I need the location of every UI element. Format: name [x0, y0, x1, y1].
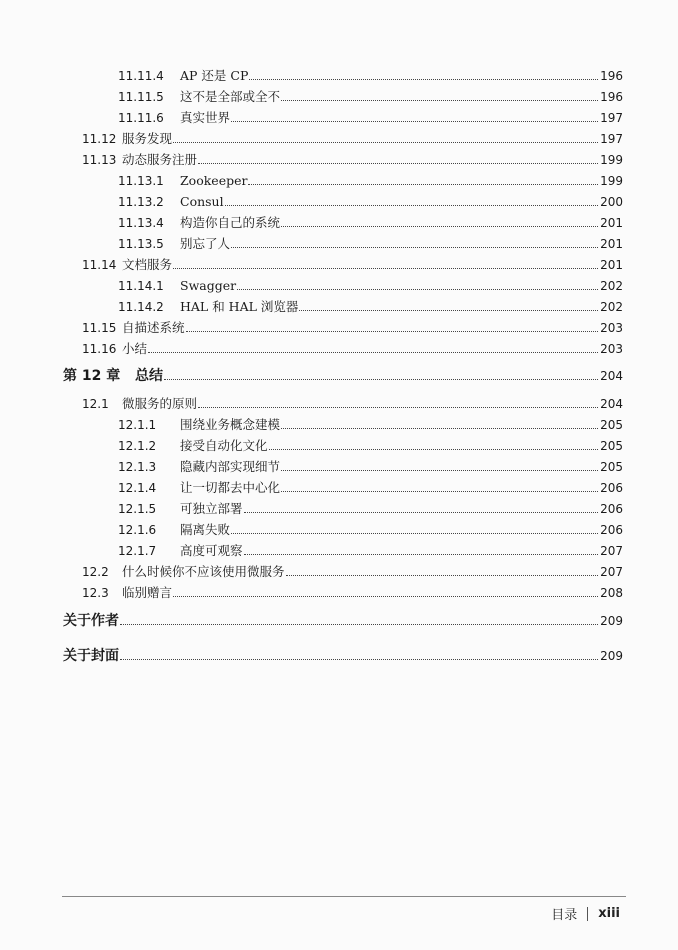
entry-title: 让一切都去中心化	[180, 480, 281, 495]
entry-number: 11.11.5	[118, 90, 164, 104]
page-footer	[551, 904, 620, 923]
entry-page: 203	[600, 321, 623, 335]
entry-number: 12.1.2	[118, 439, 157, 453]
entry-page: 204	[600, 369, 623, 383]
footer-page-number: xiii	[598, 906, 620, 921]
entry-page: 197	[600, 111, 623, 125]
dot-leader	[164, 363, 598, 380]
entry-title: 隐藏内部实现细节	[180, 459, 281, 474]
entry-title: HAL 和 HAL 浏览器	[180, 299, 299, 314]
dot-leader	[231, 105, 598, 122]
toc-entry[interactable]	[82, 560, 623, 580]
dot-leader	[244, 538, 598, 555]
entry-page: 199	[600, 153, 623, 167]
entry-title: 小结	[122, 341, 148, 356]
dot-leader	[173, 126, 598, 143]
entry-number: 12.1.7	[118, 544, 157, 558]
entry-number: 11.13	[82, 153, 117, 167]
entry-title: AP 还是 CP	[180, 68, 249, 83]
entry-title: 自描述系统	[122, 320, 185, 335]
entry-number: 12.1.6	[118, 523, 157, 537]
dot-leader	[281, 210, 598, 227]
toc-entry[interactable]	[118, 64, 623, 84]
dot-leader	[237, 273, 598, 290]
toc-about-author-entry[interactable]	[63, 609, 623, 629]
entry-page: 206	[600, 481, 623, 495]
dot-leader	[299, 294, 598, 311]
entry-title: 接受自动化文化	[180, 438, 268, 453]
toc-entry[interactable]	[118, 295, 623, 315]
dot-leader	[198, 391, 598, 408]
entry-page: 208	[600, 586, 623, 600]
entry-title: 微服务的原则	[122, 396, 198, 411]
dot-leader	[173, 252, 598, 269]
toc-entry[interactable]	[118, 190, 623, 210]
footer-divider	[62, 896, 626, 897]
entry-title: 别忘了人	[180, 236, 231, 251]
toc-entry[interactable]	[118, 169, 623, 189]
toc-entry[interactable]	[82, 253, 623, 273]
entry-title: 临别赠言	[122, 585, 173, 600]
dot-leader	[173, 580, 598, 597]
dot-leader	[225, 189, 598, 206]
entry-page: 209	[600, 649, 623, 663]
entry-number: 12.2	[82, 565, 109, 579]
entry-page: 205	[600, 460, 623, 474]
entry-page: 203	[600, 342, 623, 356]
entry-page: 196	[600, 90, 623, 104]
dot-leader	[231, 231, 598, 248]
entry-number: 11.13.2	[118, 195, 164, 209]
dot-leader	[269, 433, 598, 450]
toc-entry[interactable]	[118, 85, 623, 105]
entry-page: 206	[600, 523, 623, 537]
entry-number: 11.12	[82, 132, 117, 146]
entry-number: 11.13.5	[118, 237, 164, 251]
entry-title: Swagger	[180, 278, 237, 293]
entry-page: 202	[600, 300, 623, 314]
footer-section-label: 目录	[551, 908, 578, 923]
entry-number: 12.1	[82, 397, 109, 411]
dot-leader	[248, 168, 598, 185]
toc-entry[interactable]	[82, 316, 623, 336]
entry-title: 围绕业务概念建模	[180, 417, 281, 432]
entry-page: 204	[600, 397, 623, 411]
toc-about-cover-entry[interactable]	[63, 644, 623, 664]
toc-entry[interactable]	[82, 581, 623, 601]
entry-number: 11.14	[82, 258, 117, 272]
chapter-title: 总结	[135, 368, 163, 384]
entry-number: 12.1.1	[118, 418, 157, 432]
dot-leader	[286, 559, 598, 576]
entry-number: 11.16	[82, 342, 117, 356]
entry-page: 201	[600, 216, 623, 230]
toc-entry[interactable]	[118, 518, 623, 538]
entry-number: 11.14.2	[118, 300, 164, 314]
entry-number: 12.1.4	[118, 481, 157, 495]
entry-page: 209	[600, 614, 623, 628]
entry-page: 205	[600, 418, 623, 432]
toc-entry[interactable]	[118, 211, 623, 231]
entry-page: 207	[600, 544, 623, 558]
entry-title: Zookeeper	[180, 173, 248, 188]
entry-title: 真实世界	[180, 110, 231, 125]
toc-entry[interactable]	[82, 127, 623, 147]
entry-number: 11.14.1	[118, 279, 164, 293]
entry-title: 高度可观察	[180, 543, 243, 558]
toc-entry[interactable]	[118, 274, 623, 294]
entry-page: 207	[600, 565, 623, 579]
chapter-number: 第 12 章	[63, 368, 121, 384]
entry-number: 11.13.1	[118, 174, 164, 188]
entry-page: 205	[600, 439, 623, 453]
dot-leader	[120, 643, 598, 660]
entry-title: 动态服务注册	[122, 152, 198, 167]
toc-entry[interactable]	[118, 539, 623, 559]
toc-entry[interactable]	[82, 337, 623, 357]
dot-leader	[198, 147, 598, 164]
entry-number: 11.11.6	[118, 111, 164, 125]
dot-leader	[120, 608, 598, 625]
entry-title: 关于封面	[63, 648, 119, 664]
entry-page: 197	[600, 132, 623, 146]
entry-page: 200	[600, 195, 623, 209]
entry-title: 可独立部署	[180, 501, 243, 516]
toc-chapter-entry[interactable]	[63, 364, 623, 384]
dot-leader	[244, 496, 598, 513]
entry-title: 关于作者	[63, 613, 119, 629]
entry-number: 12.1.3	[118, 460, 157, 474]
entry-title: 这不是全部或全不	[180, 89, 281, 104]
entry-title: 构造你自己的系统	[180, 215, 281, 230]
entry-page: 196	[600, 69, 623, 83]
dot-leader	[249, 63, 598, 80]
dot-leader	[281, 84, 598, 101]
entry-number: 11.15	[82, 321, 117, 335]
entry-page: 201	[600, 258, 623, 272]
entry-title: 文档服务	[122, 257, 173, 272]
entry-title: 隔离失败	[180, 522, 231, 537]
entry-number: 11.11.4	[118, 69, 164, 83]
entry-title: 服务发现	[122, 131, 173, 146]
toc-entry[interactable]	[118, 413, 623, 433]
toc-entry[interactable]	[118, 434, 623, 454]
dot-leader	[186, 315, 598, 332]
dot-leader	[281, 475, 598, 492]
dot-leader	[231, 517, 598, 534]
entry-number: 12.3	[82, 586, 109, 600]
toc-entry[interactable]	[82, 148, 623, 168]
entry-title: Consul	[180, 194, 224, 209]
toc-entry[interactable]	[82, 392, 623, 412]
entry-page: 199	[600, 174, 623, 188]
toc-entry[interactable]	[118, 497, 623, 517]
entry-page: 201	[600, 237, 623, 251]
entry-title: 什么时候你不应该使用微服务	[122, 564, 285, 579]
dot-leader	[281, 454, 598, 471]
entry-page: 202	[600, 279, 623, 293]
dot-leader	[281, 412, 598, 429]
entry-number: 11.13.4	[118, 216, 164, 230]
toc-entry[interactable]	[118, 476, 623, 496]
entry-number: 12.1.5	[118, 502, 157, 516]
entry-page: 206	[600, 502, 623, 516]
toc-entry[interactable]	[118, 106, 623, 126]
dot-leader	[148, 336, 598, 353]
footer-separator	[587, 907, 588, 921]
toc-entry[interactable]	[118, 232, 623, 252]
toc-entry[interactable]	[118, 455, 623, 475]
